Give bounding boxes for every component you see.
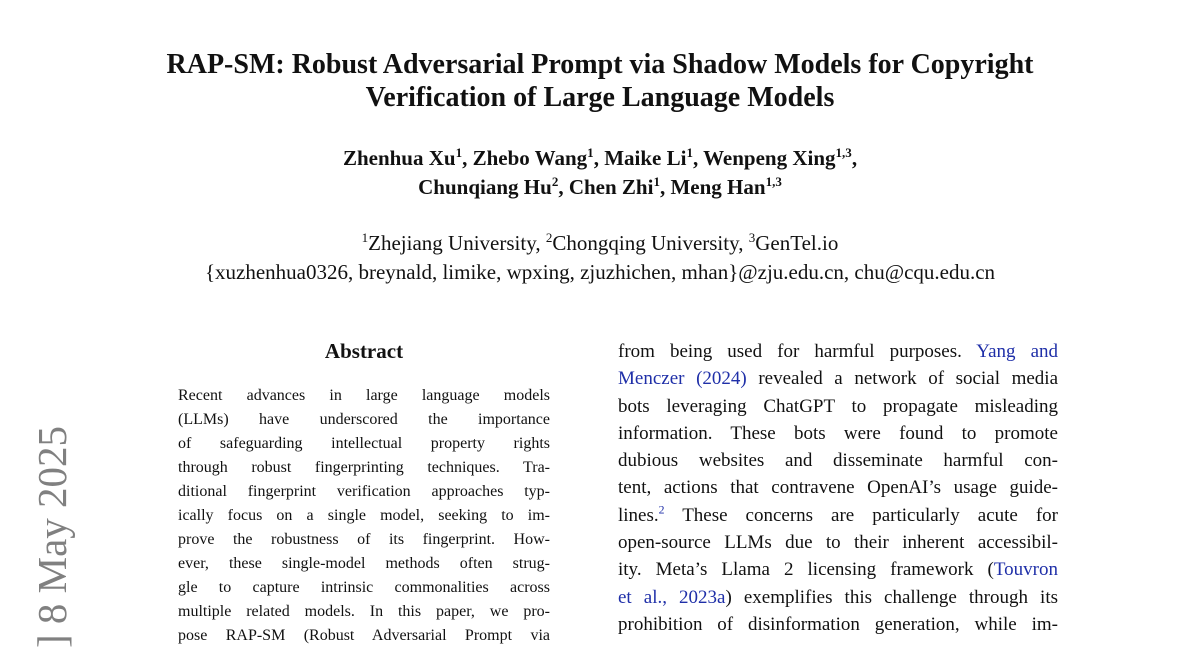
body-text: lines. <box>618 504 659 526</box>
author-line-2: Chunqiang Hu$^2$, Chen Zhi$^1$, Meng Han$^{1,3}$ <box>418 174 782 199</box>
affiliation-line: $^1$Zhejiang University, $^2$Chongqing University, $^3$GenTel.io <box>361 230 839 255</box>
introduction-column <box>618 338 1058 638</box>
affiliation-mark: 3 <box>748 230 756 245</box>
abstract-line: (LLMs) have underscored the importance <box>178 411 550 428</box>
body-line: dubious websites and disseminate harmful con- <box>618 450 1058 472</box>
abstract-line: ditional fingerprint verification approaches typ- <box>178 483 550 500</box>
abstract-line: multiple related models. In this paper, we pro- <box>178 603 550 620</box>
abstract-line: of safeguarding intellectual property rights <box>178 435 550 452</box>
author-affiliation-mark: 1,3 <box>765 174 782 189</box>
body-line <box>618 584 1058 611</box>
title-line-2: Verification of Large Language Models <box>365 82 835 113</box>
abstract-heading: Abstract <box>324 339 404 363</box>
affiliation-name: GenTel.io <box>755 231 839 255</box>
abstract-line: pose RAP-SM (Robust Adversarial Prompt via <box>178 627 550 644</box>
author-affiliation-mark: 2 <box>551 174 559 189</box>
abstract-line: prove the robustness of its fingerprint. How- <box>178 531 550 548</box>
author-affiliation-mark: 1 <box>653 174 660 189</box>
body-line: tent, actions that contravene OpenAI’s usage guide- <box>618 477 1058 499</box>
affiliation-name: Zhejiang University <box>368 231 536 255</box>
author-list <box>150 144 1050 202</box>
affiliation-mark: 2 <box>545 230 553 245</box>
abstract-body <box>178 384 550 648</box>
body-text: ) exemplifies this challenge through its <box>725 586 1058 608</box>
citation-link[interactable]: Yang and <box>976 341 1058 362</box>
author-name: Chen Zhi <box>568 175 654 199</box>
citation-link[interactable]: Menczer (2024) <box>618 368 747 390</box>
body-line: information. These bots were found to promote <box>618 422 1058 444</box>
author-affiliation-mark: 1,3 <box>835 145 852 160</box>
author-emails: {xuzhenhua0326, breynald, limike, wpxing, zjuzhichen, mhan}@zju.edu.cn, chu@cqu.edu.cn <box>204 260 996 284</box>
author-name: Zhebo Wang <box>472 146 588 170</box>
abstract-line: Recent advances in large language models <box>178 387 550 404</box>
body-line <box>618 365 1058 392</box>
author-name: Meng Han <box>670 175 766 199</box>
arxiv-margin-stamp: ] 8 May 2025 <box>29 425 75 648</box>
body-line <box>618 502 1058 529</box>
abstract-line: through robust fingerprinting techniques. Tra- <box>178 459 550 476</box>
body-line: prohibition of disinformation generation, while im- <box>618 613 1058 635</box>
citation-link[interactable]: Touvron <box>993 559 1058 581</box>
body-text: revealed a network of social media <box>758 368 1059 390</box>
body-line <box>618 338 1058 365</box>
footnote-link[interactable]: 2 <box>658 503 665 517</box>
body-text: These concerns are particularly acute for <box>682 504 1058 526</box>
affiliation-mark: 1 <box>361 230 369 245</box>
abstract-line: ically focus on a single model, seeking to im- <box>178 507 550 524</box>
body-line: open-source LLMs due to their inherent accessibil- <box>618 532 1058 554</box>
author-name: Zhenhua Xu <box>342 146 456 170</box>
author-affiliation-mark: 1 <box>587 145 594 160</box>
affiliations-block <box>100 229 1100 287</box>
author-affiliation-mark: 1 <box>686 145 693 160</box>
body-line: bots leveraging ChatGPT to propagate misleading <box>618 395 1058 417</box>
author-affiliation-mark: 1 <box>455 145 463 160</box>
author-name: Chunqiang Hu <box>418 175 552 199</box>
title-line-1: RAP-SM: Robust Adversarial Prompt via Shadow Models for Copyright <box>166 49 1034 80</box>
body-text: from being used for harmful purposes. <box>618 341 962 362</box>
body-line <box>618 556 1058 583</box>
abstract-line: ever, these single-model methods often strug- <box>178 555 550 572</box>
paper-title <box>100 48 1100 114</box>
abstract-line: gle to capture intrinsic commonalities across <box>178 579 550 596</box>
author-name: Maike Li <box>604 146 687 170</box>
citation-link[interactable]: et al., 2023a <box>618 586 726 608</box>
author-name: Wenpeng Xing <box>703 146 836 170</box>
body-text: ity. Meta’s Llama 2 licensing framework ( <box>618 559 994 581</box>
affiliation-name: Chongqing University <box>552 231 739 255</box>
author-line-1: Zhenhua Xu$^1$, Zhebo Wang$^1$, Maike Li$^1$, Wenpeng Xing$^{1,3}$, <box>342 145 858 170</box>
